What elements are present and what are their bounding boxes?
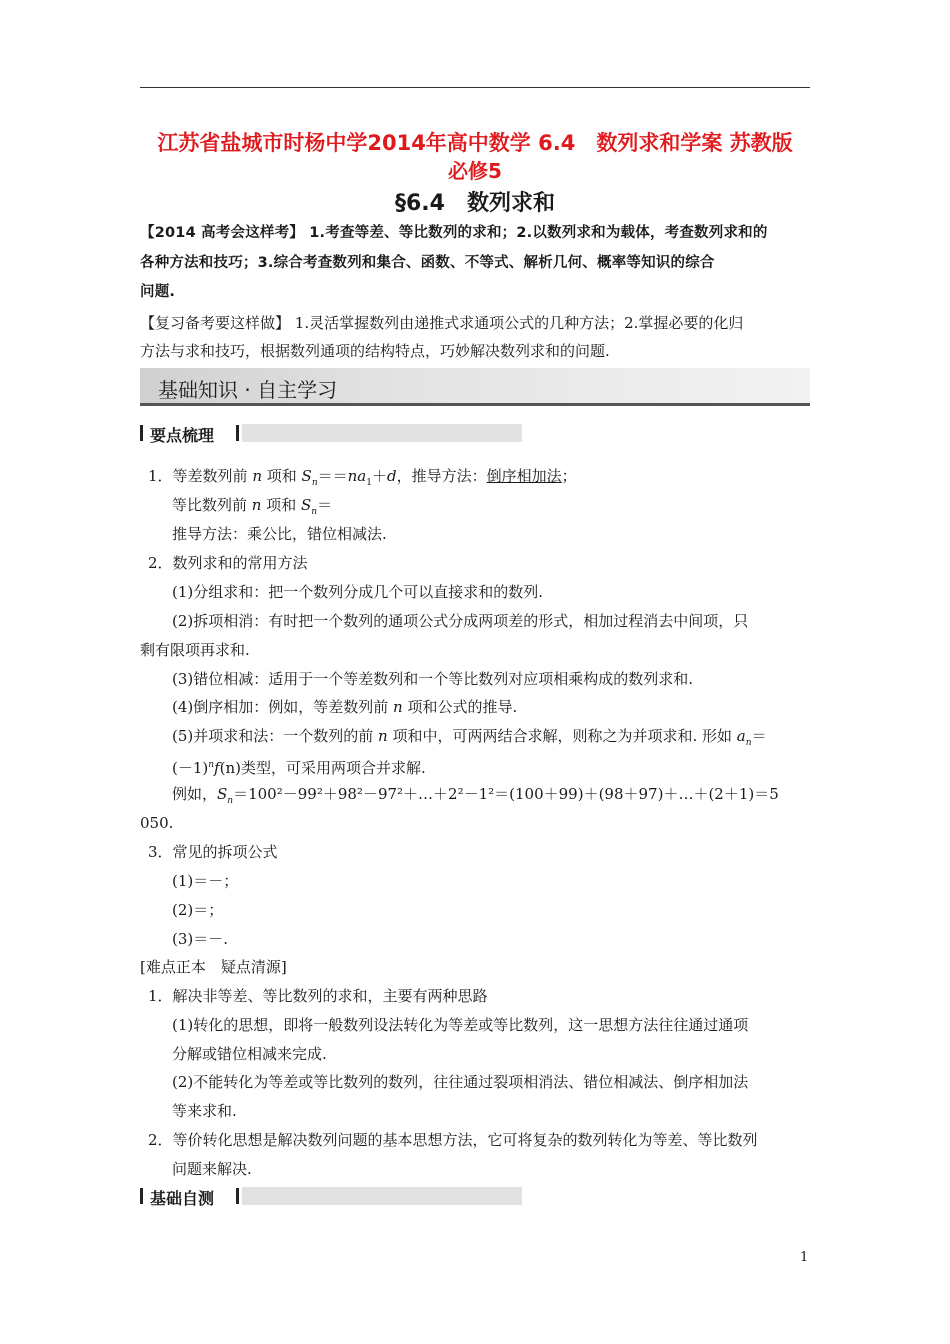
difficulty-2a: 2．等价转化思想是解决数列问题的基本思想方法，它可将复杂的数列转化为等差、等比数列 [148, 1131, 758, 1149]
point-2-item-2b: 剩有限项再求和. [140, 641, 250, 659]
subhead-bar-left [140, 425, 143, 441]
point-1-method: 推导方法：乘公比，错位相减法. [172, 525, 387, 543]
subhead-label: 要点梳理 [150, 426, 215, 445]
subhead-bar-right [236, 1188, 239, 1204]
point-3-item-3: (3)＝－. [172, 930, 229, 948]
example-line-end: 050. [140, 814, 174, 832]
point-1-geometric: 等比数列前 n 项和 $S_n=$ [172, 496, 333, 517]
point-2-item-4: (4)倒序相加：例如，等差数列前 n 项和公式的推导. [172, 698, 518, 716]
subhead-shade [242, 1187, 522, 1205]
point-2-item-3: (3)错位相减：适用于一个等差数列和一个等比数列对应项相乘构成的数列求和. [172, 670, 694, 688]
point-3-heading: 3．常见的拆项公式 [148, 843, 278, 861]
difficulty-1-2b: 等来求和. [172, 1102, 237, 1120]
example-line: 例如，$S_n=100^2-99^2+98^2-97^2+\dots+2^2-1^2=(100+99)+(98+97)+\dots+(2+1)=5$ [172, 785, 779, 806]
point-2-item-1: (1)分组求和：把一个数列分成几个可以直接求和的数列. [172, 583, 544, 601]
point-2-item-2a: (2)拆项相消：有时把一个数列的通项公式分成两项差的形式，相加过程消去中间项，只 [172, 612, 749, 630]
point-1-arithmetic: 1．等差数列前 n 项和 $S_n==na_1+d$，推导方法：倒序相加法； [148, 467, 577, 488]
method-reverse-add: 倒序相加法 [486, 467, 562, 485]
difficulty-1-1a: (1)转化的思想，即将一般数列设法转化为等差或等比数列，这一思想方法往往通过通项 [172, 1016, 749, 1034]
subhead-self-test [140, 1187, 522, 1208]
intro-line-1: 【2014 高考会这样考】 1.考查等差、等比数列的求和；2.以数列求和为载体，考查数列求和的 [140, 225, 768, 241]
subhead-key-points [140, 424, 522, 445]
point-3-item-2: (2)＝； [172, 901, 224, 919]
section-title: §6.4 数列求和 [395, 191, 555, 216]
point-2-heading: 2．数列求和的常用方法 [148, 554, 308, 572]
intro-line-2: 各种方法和技巧；3.综合考查数列和集合、函数、不等式、解析几何、概率等知识的综合 [140, 255, 715, 271]
review-line-2: 方法与求和技巧，根据数列通项的结构特点，巧妙解决数列求和的问题. [140, 342, 610, 360]
banner-text: 基础知识 · 自主学习 [158, 378, 338, 402]
page-number: 1 [800, 1250, 809, 1265]
banner-rule [140, 403, 810, 406]
point-2-item-5a: (5)并项求和法：一个数列的前 n 项和中，可两两结合求解，则称之为并项求和. 形如 $a_n=$ [172, 727, 767, 748]
subhead-label: 基础自测 [150, 1189, 215, 1208]
review-line-1: 【复习备考要这样做】 1.灵活掌握数列由递推式求通项公式的几种方法；2.掌握必要的化归 [140, 314, 744, 332]
point-2-item-5b: $(-1)^nf(n)$类型，可采用两项合并求解. [172, 759, 426, 777]
difficulty-1: 1．解决非等差、等比数列的求和，主要有两种思路 [148, 987, 488, 1005]
document-title-line1: 江苏省盐城市时杨中学2014年高中数学 6.4 数列求和学案 苏教版 [157, 131, 793, 155]
subhead-shade [242, 424, 522, 442]
document-title-line2: 必修5 [448, 159, 502, 183]
subhead-bar-left [140, 1188, 143, 1204]
intro-line-3: 问题. [140, 284, 176, 300]
difficulty-1-2a: (2)不能转化为等差或等比数列的数列，往往通过裂项相消法、错位相减法、倒序相加法 [172, 1073, 749, 1091]
difficulty-2b: 问题来解决. [172, 1160, 252, 1178]
subhead-bar-right [236, 425, 239, 441]
top-rule [140, 87, 810, 88]
point-3-item-1: (1)＝－； [172, 872, 239, 890]
difficulty-heading: [难点正本 疑点清源] [140, 958, 287, 976]
difficulty-1-1b: 分解或错位相减来完成. [172, 1045, 327, 1063]
